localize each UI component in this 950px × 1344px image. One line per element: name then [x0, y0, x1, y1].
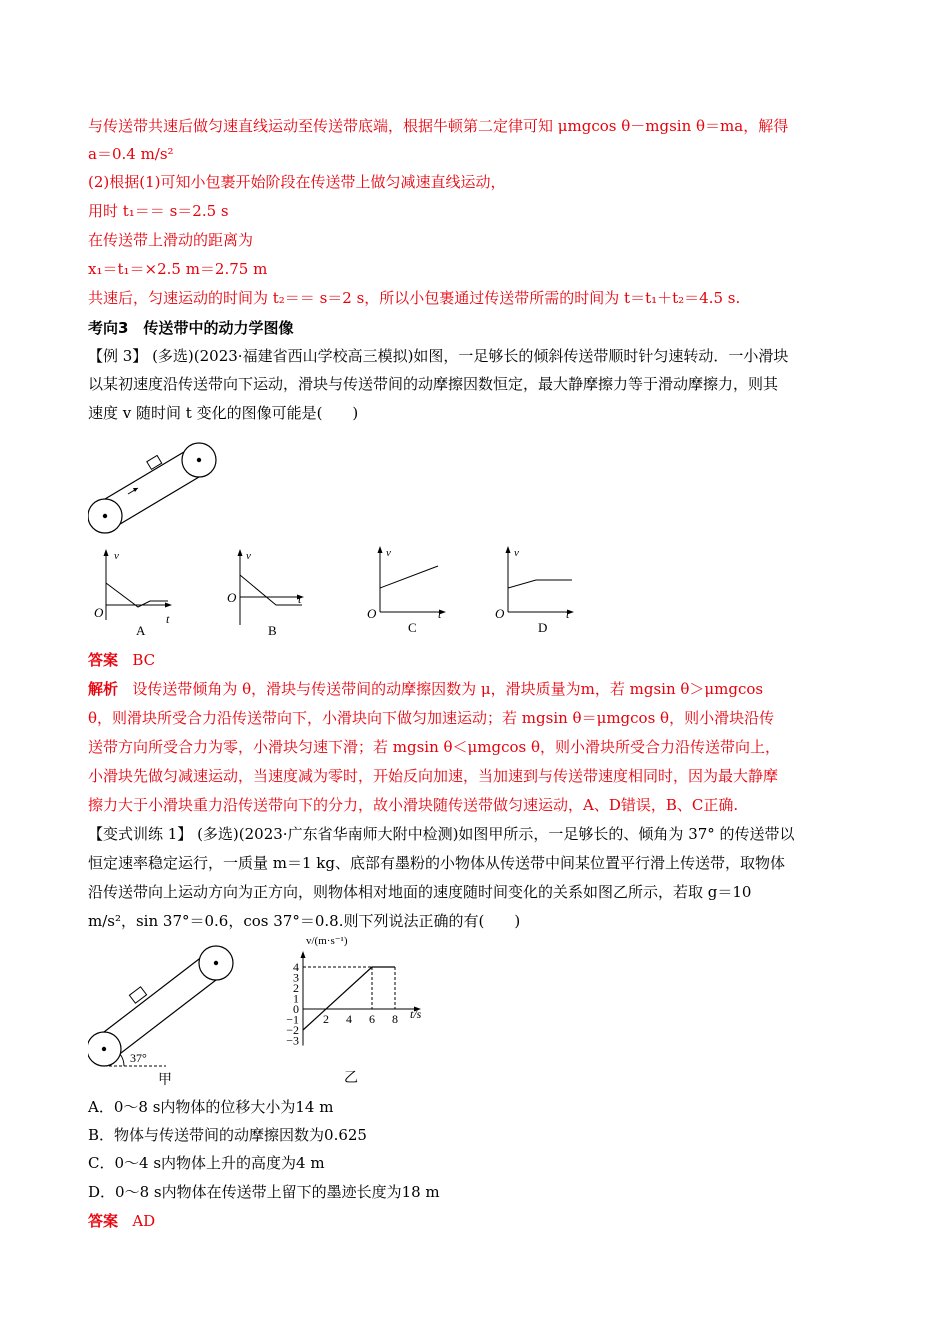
solution-line-2: a＝0.4 m/s²	[88, 145, 174, 163]
conveyor-belt-figure	[88, 440, 228, 540]
figure-jia-label: 甲	[158, 1073, 172, 1088]
vt-y-tick-label: 4	[293, 960, 299, 974]
vt-y-tick-label: 0	[293, 1002, 299, 1016]
analysis-text-1: 设传送带倾角为 θ，滑块与传送带间的动摩擦因数为 μ，滑块质量为m，若 mgsin θ＞μmgcos	[132, 680, 764, 698]
option-b: B．物体与传送带间的动摩擦因数为0.625	[88, 1126, 367, 1144]
solution-line-7: 共速后，匀速运动的时间为 t₂＝＝ s＝2 s，所以小包裹通过传送带所需的时间为 t＝t₁＋t₂＝4.5 s.	[88, 289, 741, 307]
graph-a-origin: O	[94, 605, 104, 620]
angle-label: 37°	[130, 1051, 147, 1065]
graph-b-v-label: v	[246, 550, 251, 562]
example3-line-1: 【例 3】 (多选)(2023·福建省西山学校高三模拟)如图，一足够长的倾斜传送带顺时针匀速转动．一小滑块	[88, 347, 789, 365]
vt-x-tick-label: 2	[323, 1012, 329, 1026]
graph-c-t-label: t	[438, 607, 442, 621]
graph-b-origin: O	[227, 590, 237, 605]
answer-label: 答案	[88, 651, 119, 669]
graph-b-t-label: t	[298, 592, 302, 606]
graph-d-v-label: v	[514, 547, 519, 559]
analysis-label: 解析	[88, 680, 119, 698]
vt-y-tick-label: 3	[293, 970, 299, 985]
graph-a-v-label: v	[114, 550, 119, 562]
variant1-answer	[88, 1211, 155, 1231]
vt-chart-figure	[276, 934, 436, 1086]
option-c: C．0～4 s内物体上升的高度为4 m	[88, 1154, 325, 1172]
graph-option-b	[222, 545, 332, 640]
variant1-line-4: m/s²，sin 37°＝0.6，cos 37°＝0.8.则下列说法正确的有( )	[88, 912, 521, 930]
option-d: D．0～8 s内物体在传送带上留下的墨迹长度为18 m	[88, 1183, 440, 1201]
graph-c-origin: O	[367, 606, 377, 621]
graph-option-c	[362, 540, 472, 635]
vt-y-tick-label: −2	[286, 1023, 299, 1037]
graph-d-t-label: t	[566, 607, 570, 621]
section-title: 考向3 传送带中的动力学图像	[88, 319, 294, 337]
graph-d-origin: O	[495, 606, 505, 621]
graph-b-label: B	[268, 623, 277, 638]
example3-analysis-line-5: 擦力大于小滑块重力沿传送带向下的分力，故小滑块随传送带做匀速运动，A、D错误，B、C正确.	[88, 796, 739, 814]
answer-label-2: 答案	[88, 1212, 119, 1230]
vt-x-tick-label: 4	[346, 1012, 352, 1026]
vt-y-tick-label: 1	[293, 991, 299, 1006]
example3-analysis-line-2: θ，则滑块所受合力沿传送带向下，小滑块向下做匀加速运动；若 mgsin θ＝μmgcos θ，则小滑块沿传	[88, 709, 775, 727]
graph-option-d	[490, 540, 600, 635]
graph-a-label: A	[136, 623, 146, 638]
inclined-conveyor-figure	[88, 940, 248, 1090]
solution-line-6: x₁＝t₁＝×2.5 m＝2.75 m	[88, 260, 268, 278]
variant1-line-2: 恒定速率稳定运行，一质量 m＝1 kg、底部有墨粉的小物体从传送带中间某位置平行滑上传送带，取物体	[88, 854, 785, 872]
graph-c-v-label: v	[386, 547, 391, 559]
vt-y-tick-label: −3	[286, 1033, 299, 1048]
graph-option-a	[88, 545, 198, 640]
vt-y-tick-label: −1	[286, 1012, 299, 1027]
solution-line-4: 用时 t₁＝＝ s＝2.5 s	[88, 202, 229, 220]
answer-value-2: AD	[132, 1212, 156, 1230]
variant1-line-1: 【变式训练 1】 (多选)(2023·广东省华南师大附中检测)如图甲所示，一足够长的、倾角为 37° 的传送带以	[88, 825, 795, 843]
variant1-line-3: 沿传送带向上运动方向为正方向，则物体相对地面的速度随时间变化的关系如图乙所示，若取 g＝10	[88, 883, 752, 901]
graph-d-label: D	[538, 620, 548, 635]
vt-y-arrow	[301, 951, 306, 958]
graph-c-label: C	[408, 620, 417, 635]
answer-value: BC	[132, 651, 156, 669]
vt-y-axis-label: v/(m·s⁻¹)	[306, 935, 348, 947]
vt-chart-axes	[301, 951, 422, 1046]
solution-line-1: 与传送带共速后做匀速直线运动至传送带底端，根据牛顿第二定律可知 μmgcos θ－mgsin θ＝ma，解得	[88, 117, 789, 135]
solution-line-5: 在传送带上滑动的距离为	[88, 231, 254, 249]
example3-answer	[88, 650, 155, 670]
example3-line-3: 速度 v 随时间 t 变化的图像可能是( )	[88, 404, 359, 422]
example3-analysis-line-3: 送带方向所受合力为零，小滑块匀速下滑；若 mgsin θ＜μmgcos θ，则小滑块所受合力沿传送带向上，	[88, 738, 781, 756]
graph-a-t-label: t	[166, 612, 170, 626]
example3-line-2: 以某初速度沿传送带向下运动，滑块与传送带间的动摩擦因数恒定，最大静摩擦力等于滑动摩擦力，则其	[88, 375, 779, 393]
vt-x-tick-label: 8	[392, 1012, 398, 1026]
figure-yi-label: 乙	[344, 1071, 358, 1086]
vt-y-tick-label: 2	[293, 981, 299, 995]
vt-x-tick-label: 6	[369, 1012, 375, 1026]
example3-analysis-line-1	[88, 679, 763, 699]
option-a: A．0～8 s内物体的位移大小为14 m	[88, 1098, 334, 1116]
example3-analysis-line-4: 小滑块先做匀减速运动，当速度减为零时，开始反向加速，当加速到与传送带速度相同时，因为最大静摩	[88, 767, 779, 785]
vt-x-axis-label: t/s	[410, 1007, 422, 1021]
solution-line-3: (2)根据(1)可知小包裹开始阶段在传送带上做匀减速直线运动，	[88, 173, 506, 191]
